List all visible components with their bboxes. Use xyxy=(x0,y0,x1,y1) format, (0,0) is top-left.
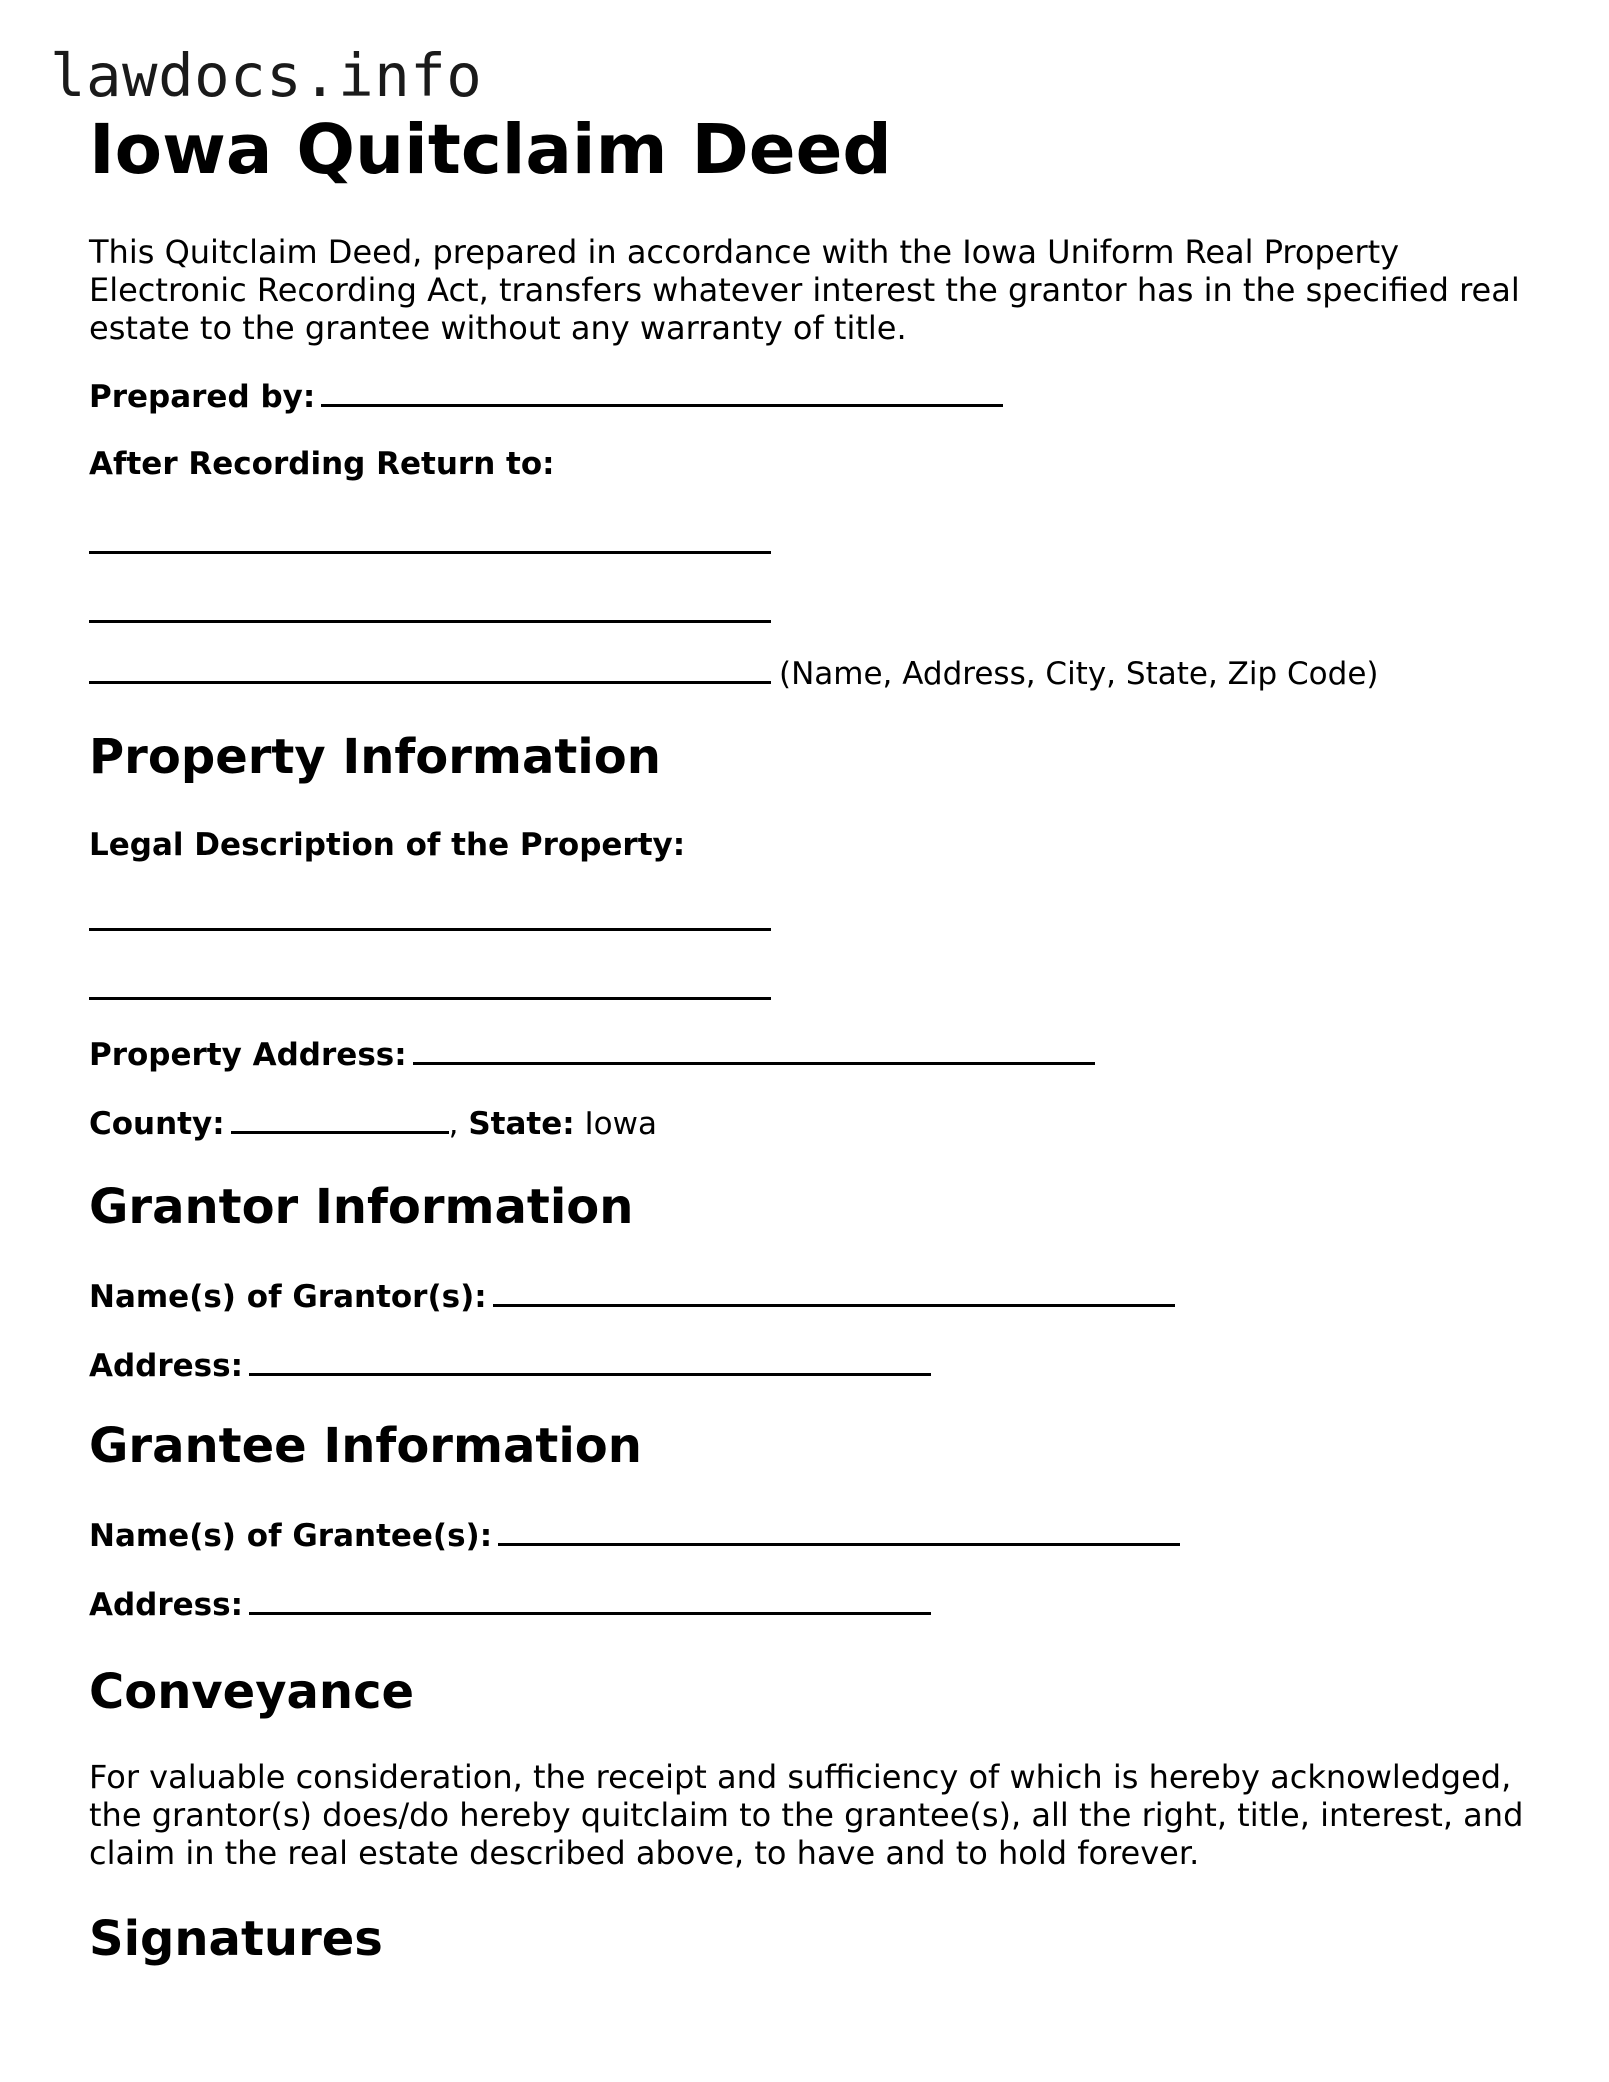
grantor-address-label: Address: xyxy=(89,1348,243,1384)
property-address-row xyxy=(89,1038,1095,1071)
grantee-name-label: Name(s) of Grantee(s): xyxy=(89,1518,493,1554)
watermark-logo: lawdocs.info xyxy=(50,41,483,110)
legal-description-blank-1[interactable] xyxy=(89,928,771,931)
grantee-heading: Grantee Information xyxy=(89,1418,642,1474)
grantor-heading: Grantor Information xyxy=(89,1179,634,1235)
return-to-note: (Name, Address, City, State, Zip Code) xyxy=(779,656,1379,692)
grantee-address-label: Address: xyxy=(89,1587,243,1623)
legal-description-label: Legal Description of the Property: xyxy=(89,827,686,863)
legal-description-blank-2[interactable] xyxy=(89,997,771,1000)
intro-paragraph: This Quitclaim Deed, prepared in accordance with the Iowa Uniform Real Property Electronic Recording Act, transfers whatever interest the grantor has in the specified real estate to the grantee without any warranty of title. xyxy=(89,233,1520,347)
return-to-label: After Recording Return to: xyxy=(89,446,555,482)
return-to-row-3 xyxy=(89,657,1379,690)
prepared-by-row xyxy=(89,380,1003,413)
grantee-address-row xyxy=(89,1588,931,1621)
county-label: County: xyxy=(89,1106,225,1142)
state-label: State: xyxy=(468,1106,575,1142)
return-to-blank-3[interactable] xyxy=(89,657,771,684)
grantor-name-blank[interactable] xyxy=(493,1280,1175,1307)
grantee-name-row xyxy=(89,1519,1180,1552)
return-to-blank-1[interactable] xyxy=(89,551,771,554)
grantor-address-blank[interactable] xyxy=(249,1349,931,1376)
prepared-by-blank[interactable] xyxy=(321,380,1003,407)
grantee-address-blank[interactable] xyxy=(249,1588,931,1615)
county-separator: , xyxy=(448,1106,459,1142)
prepared-by-label: Prepared by: xyxy=(89,379,316,415)
grantee-name-blank[interactable] xyxy=(498,1519,1180,1546)
document-title: Iowa Quitclaim Deed xyxy=(89,110,892,190)
grantor-name-label: Name(s) of Grantor(s): xyxy=(89,1279,487,1315)
grantor-address-row xyxy=(89,1349,931,1382)
conveyance-paragraph: For valuable consideration, the receipt and sufficiency of which is hereby acknowledged, the grantor(s) does/do hereby quitclaim to the grantee(s), all the right, title, interest, and claim in the real estate described above, to have and to hold forever. xyxy=(89,1758,1524,1872)
grantor-name-row xyxy=(89,1280,1175,1313)
property-address-blank[interactable] xyxy=(413,1038,1095,1065)
county-blank[interactable] xyxy=(231,1107,449,1134)
signatures-heading: Signatures xyxy=(89,1911,383,1967)
state-value: Iowa xyxy=(584,1106,657,1142)
conveyance-heading: Conveyance xyxy=(89,1664,415,1720)
property-address-label: Property Address: xyxy=(89,1037,407,1073)
property-heading: Property Information xyxy=(89,729,661,785)
return-to-blank-2[interactable] xyxy=(89,620,771,623)
county-state-row xyxy=(89,1107,657,1140)
